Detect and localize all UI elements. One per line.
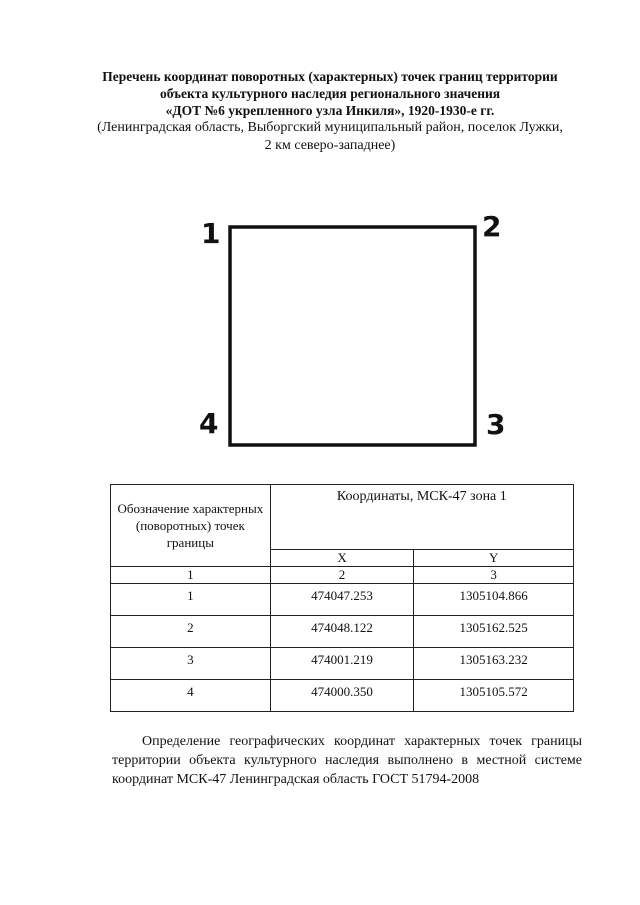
point-number: 2 — [111, 616, 271, 648]
coordinates-table — [110, 484, 574, 712]
vertex-label-4: 4 — [199, 407, 219, 440]
table-row — [111, 616, 574, 648]
column-number-2: 2 — [270, 567, 414, 584]
table-row — [111, 680, 574, 712]
y-coordinate: 1305104.866 — [414, 584, 574, 616]
y-coordinate: 1305105.572 — [414, 680, 574, 712]
header-x: X — [270, 550, 414, 567]
point-number: 4 — [111, 680, 271, 712]
y-coordinate: 1305163.232 — [414, 648, 574, 680]
y-coordinate: 1305162.525 — [414, 616, 574, 648]
point-number: 3 — [111, 648, 271, 680]
title-line-2: объекта культурного наследия регионального значения — [159, 86, 501, 101]
location-line-2: 2 км северо-западнее) — [264, 138, 396, 153]
header-y: Y — [414, 550, 574, 567]
point-number: 1 — [111, 584, 271, 616]
x-coordinate: 474001.219 — [270, 648, 414, 680]
column-number-3: 3 — [414, 567, 574, 584]
x-coordinate: 474048.122 — [270, 616, 414, 648]
coordinate-system-note: Определение географических координат характерных точек границы территории объекта культурного наследия выполнено в местной системе координат МСК-47 Ленинградская область ГОСТ 51794-2008 — [112, 734, 582, 787]
vertex-label-1: 1 — [201, 217, 221, 250]
header-point-designation: Обозначение характерных (поворотных) точек границы — [111, 485, 271, 567]
title-line-3: «ДОТ №6 укрепленного узла Инкиля», 1920-1930-е гг. — [165, 103, 495, 118]
boundary-plan — [195, 205, 515, 465]
vertex-label-2: 2 — [482, 210, 502, 243]
table-row — [111, 584, 574, 616]
header-coordinates: Координаты, МСК-47 зона 1 — [270, 485, 573, 550]
location-line-1: (Ленинградская область, Выборгский муниципальный район, поселок Лужки, — [97, 120, 563, 135]
boundary-polygon — [230, 227, 475, 445]
vertex-label-3: 3 — [486, 408, 506, 441]
x-coordinate: 474047.253 — [270, 584, 414, 616]
table-row — [111, 648, 574, 680]
document-header — [90, 68, 570, 155]
column-number-1: 1 — [111, 567, 271, 584]
x-coordinate: 474000.350 — [270, 680, 414, 712]
title-line-1: Перечень координат поворотных (характерных) точек границ территории — [102, 69, 558, 84]
